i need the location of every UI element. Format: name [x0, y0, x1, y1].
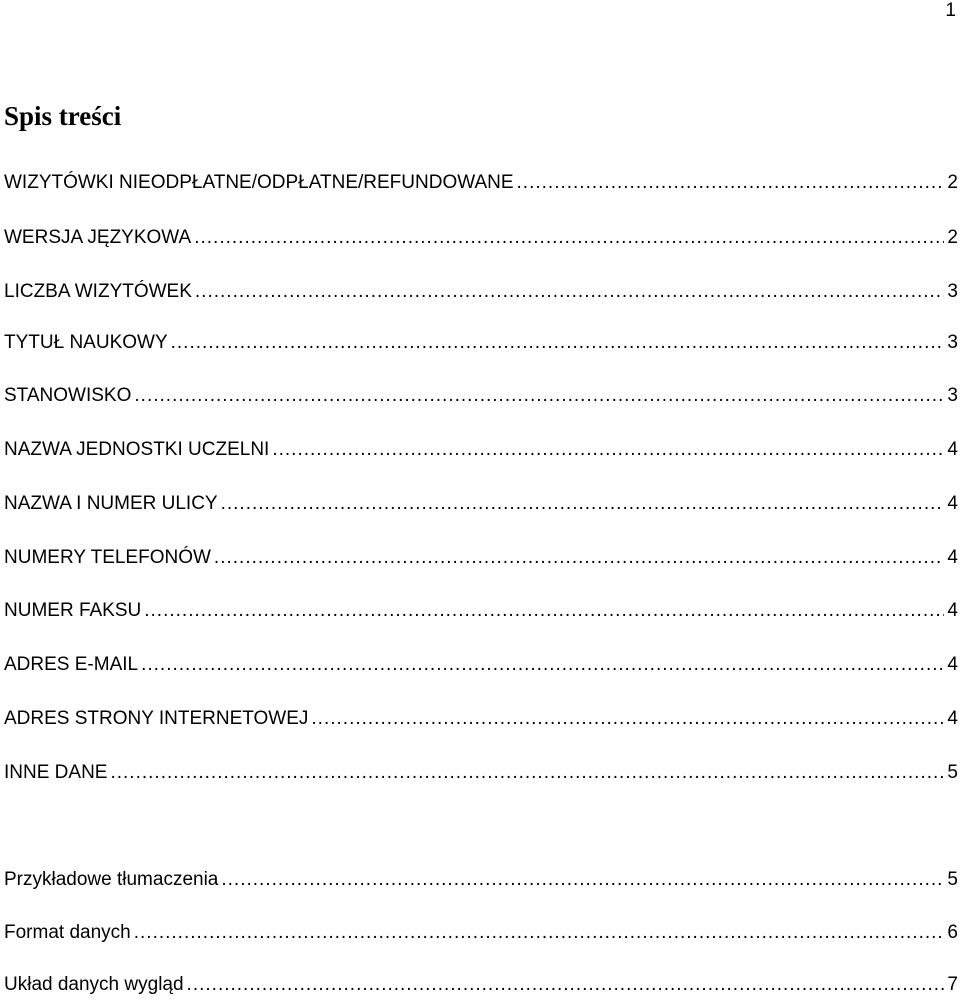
toc-entry-uklad-danych-wyglad[interactable]: [4, 972, 958, 998]
toc-entry-adres-e-mail[interactable]: [4, 652, 958, 678]
toc-entry-page: 4: [947, 493, 958, 514]
toc-entry-page: 5: [947, 869, 958, 890]
toc-dot-leader: [221, 491, 945, 517]
toc-dot-leader: [134, 383, 944, 409]
toc-dot-leader: [144, 598, 944, 624]
toc-entry-label: STANOWISKO: [4, 385, 132, 406]
toc-entry-liczba-wizytowek[interactable]: [4, 279, 958, 305]
toc-dot-leader: [517, 170, 945, 196]
toc-entry-label: Przykładowe tłumaczenia: [4, 869, 219, 890]
toc-entry-page: 5: [947, 762, 958, 783]
toc-entry-page: 7: [947, 974, 958, 995]
toc-entry-page: 4: [947, 439, 958, 460]
toc-entry-label: NAZWA I NUMER ULICY: [4, 493, 218, 514]
toc-entry-label: ADRES E-MAIL: [4, 654, 139, 675]
toc-dot-leader: [187, 972, 945, 998]
toc-entry-page: 2: [947, 227, 958, 248]
toc-dot-leader: [214, 545, 945, 571]
page-number: 1: [945, 0, 956, 21]
toc-entry-label: NUMER FAKSU: [4, 600, 142, 621]
toc-entry-page: 3: [947, 332, 958, 353]
toc-entry-przykladowe-tlumaczenia[interactable]: [4, 867, 958, 893]
toc-entry-label: Format danych: [4, 922, 131, 943]
toc-dot-leader: [110, 760, 944, 786]
toc-entry-label: NAZWA JEDNOSTKI UCZELNI: [4, 439, 270, 460]
toc-entry-label: WERSJA JĘZYKOWA: [4, 227, 192, 248]
toc-entry-nazwa-jednostki-uczelni[interactable]: [4, 437, 958, 463]
toc-entry-label: Układ danych wygląd: [4, 974, 184, 995]
toc-entry-page: 2: [947, 172, 958, 193]
toc-entry-page: 3: [947, 385, 958, 406]
toc-dot-leader: [171, 330, 945, 356]
toc-entry-label: WIZYTÓWKI NIEODPŁATNE/ODPŁATNE/REFUNDOWANE: [4, 172, 514, 193]
toc-entry-page: 4: [947, 600, 958, 621]
toc-entry-page: 6: [947, 922, 958, 943]
toc-entry-adres-strony-internetowej[interactable]: [4, 706, 958, 732]
toc-entry-label: ADRES STRONY INTERNETOWEJ: [4, 708, 309, 729]
toc-entry-stanowisko[interactable]: [4, 383, 958, 409]
toc-dot-leader: [134, 920, 945, 946]
toc-entry-numery-telefonow[interactable]: [4, 545, 958, 571]
toc-title: Spis treści: [4, 101, 122, 131]
toc-dot-leader: [272, 437, 944, 463]
toc-entry-tytul-naukowy[interactable]: [4, 330, 958, 356]
toc-dot-leader: [141, 652, 944, 678]
toc-entry-wizytowki[interactable]: [4, 170, 958, 196]
toc-entry-label: TYTUŁ NAUKOWY: [4, 332, 168, 353]
toc-entry-inne-dane[interactable]: [4, 760, 958, 786]
toc-dot-leader: [311, 706, 944, 732]
toc-entry-nazwa-i-numer-ulicy[interactable]: [4, 491, 958, 517]
toc-entry-label: LICZBA WIZYTÓWEK: [4, 281, 192, 302]
toc-entry-format-danych[interactable]: [4, 920, 958, 946]
toc-entry-numer-faksu[interactable]: [4, 598, 958, 624]
toc-dot-leader: [194, 225, 944, 251]
toc-dot-leader: [195, 279, 945, 305]
toc-dot-leader: [221, 867, 944, 893]
toc-entry-page: 3: [947, 281, 958, 302]
toc-entry-page: 4: [947, 654, 958, 675]
toc-entry-page: 4: [947, 547, 958, 568]
toc-entry-page: 4: [947, 708, 958, 729]
toc-entry-wersja-jezykowa[interactable]: [4, 225, 958, 251]
toc-entry-label: NUMERY TELEFONÓW: [4, 547, 211, 568]
toc-entry-label: INNE DANE: [4, 762, 108, 783]
